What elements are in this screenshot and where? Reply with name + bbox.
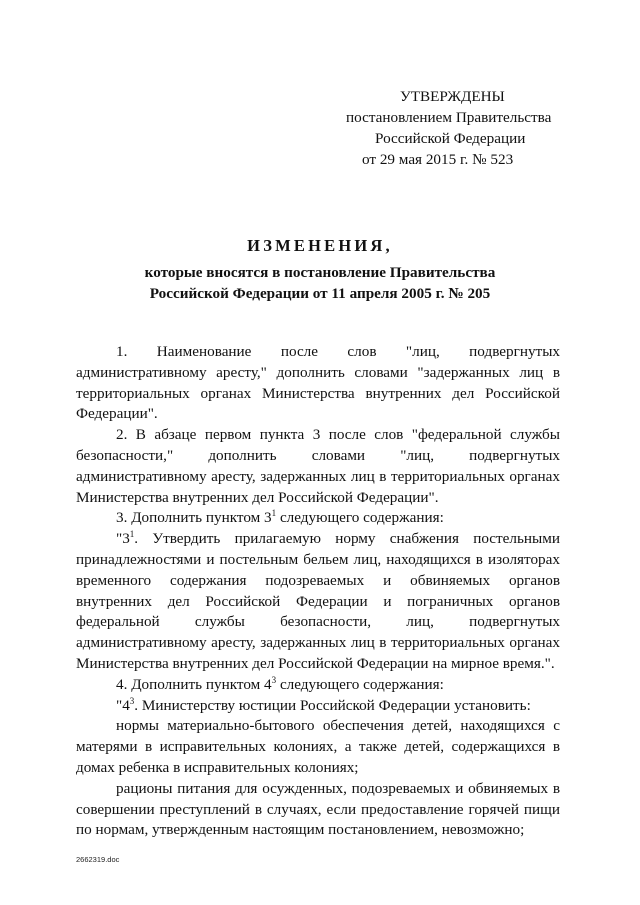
paragraph-6-open: "4: [116, 696, 130, 714]
superscript: 1: [271, 508, 277, 519]
paragraph-4-text: . Утвердить прилагаемую норму снабжения постельными принадлежностями и постельным бельем лиц, находящихся в изоляторах временного содержания подозреваемых и обвиняемых органов внутренних дел Российской Федерации и пограничных органов федеральной службы безопасности, лиц, подвергнутых административному аресту, задержанных лиц в территориальных органах Министерства внутренних дел Российской Федерации на мирное время.".: [76, 530, 560, 672]
paragraph-5-text: 4. Дополнить пунктом 4: [116, 675, 272, 693]
subtitle-line-2: Российской Федерации от 11 апреля 2005 г. № 205: [149, 285, 491, 302]
paragraph-3-text: 3. Дополнить пунктом 3: [116, 509, 272, 527]
paragraph-5-tail: следующего содержания:: [276, 675, 444, 693]
approval-line-2: Российской Федерации: [375, 130, 526, 147]
document-title: ИЗМЕНЕНИЯ,: [247, 236, 393, 255]
subtitle-line-1: которые вносятся в постановление Правительства: [144, 264, 496, 281]
paragraph-3: [76, 508, 560, 529]
superscript: 3: [271, 674, 277, 685]
paragraph-6: [76, 696, 560, 717]
paragraph-6-text: . Министерству юстиции Российской Федерации установить:: [134, 696, 531, 714]
document-filename: 2662319.doc: [76, 855, 120, 864]
paragraph-7: нормы материально-бытового обеспечения детей, находящихся с матерями в исправительных колониях, а также детей, содержащихся в домах ребенка в исправительных колониях;: [76, 717, 560, 776]
paragraph-8: рационы питания для осужденных, подозреваемых и обвиняемых в совершении преступлений в случаях, если предоставление горячей пищи по нормам, утвержденным настоящим постановлением, невозможно;: [76, 779, 560, 839]
document-subtitle: [0, 262, 640, 304]
paragraph-4-open: "3: [116, 530, 130, 548]
paragraph-4: [76, 529, 560, 675]
document-body: [76, 342, 560, 841]
paragraph-2: 2. В абзаце первом пункта 3 после слов "федеральной службы безопасности," дополнить словами "лиц, подвергнутых административному аресту, задержанных лиц в территориальных органах Министерства внутренних дел Российской Федерации".: [76, 426, 560, 506]
approval-line-3: от 29 мая 2015 г. № 523: [362, 151, 514, 168]
approval-line-1: постановлением Правительства: [346, 109, 552, 126]
approval-heading: УТВЕРЖДЕНЫ: [400, 88, 505, 105]
paragraph-1: 1. Наименование после слов "лиц, подвергнутых административному аресту," дополнить словами "задержанных лиц в территориальных органах Министерства внутренних дел Российской Федерации".: [76, 343, 560, 423]
paragraph-3-tail: следующего содержания:: [276, 509, 444, 527]
paragraph-5: [76, 675, 560, 696]
superscript: 3: [129, 695, 135, 706]
approval-block: [346, 86, 600, 170]
superscript: 1: [129, 529, 135, 540]
